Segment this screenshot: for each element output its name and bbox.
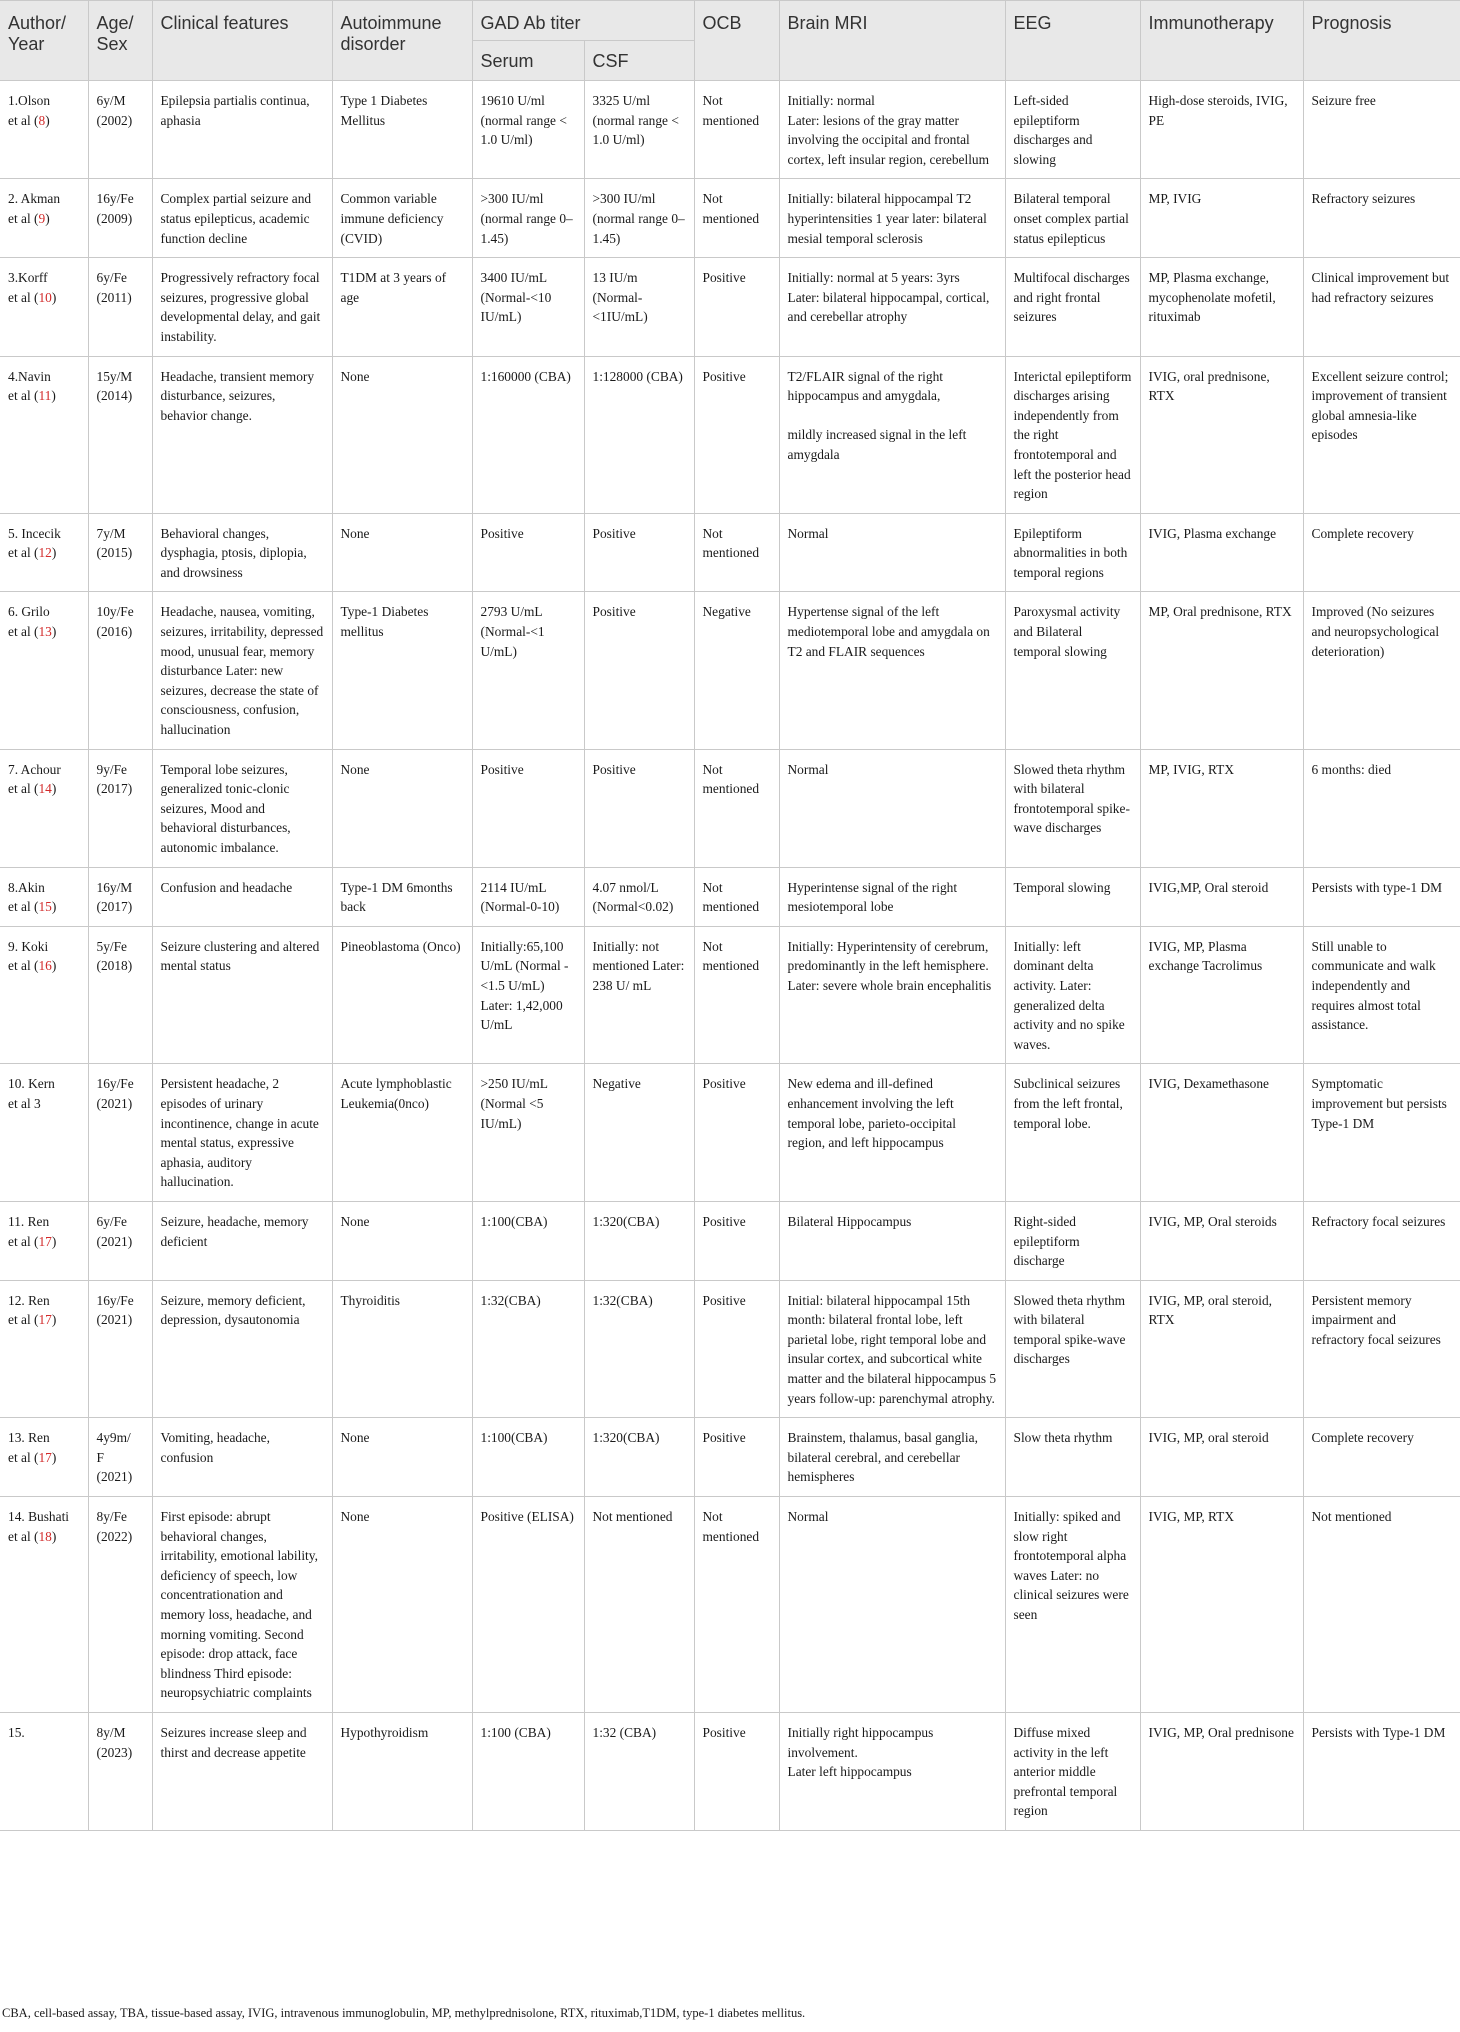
prognosis-cell: Persists with Type-1 DM <box>1303 1712 1460 1830</box>
brain-mri-cell: Initially right hippocampus involvement. Later left hippocampus <box>779 1712 1005 1830</box>
table-row <box>0 1712 1460 1830</box>
reference-link[interactable]: 9 <box>38 210 46 226</box>
eeg-cell: Right-sided epileptiform discharge <box>1005 1201 1140 1280</box>
prognosis-cell: Complete recovery <box>1303 1418 1460 1497</box>
clinical-features-cell: Behavioral changes, dysphagia, ptosis, diplopia, and drowsiness <box>152 513 332 592</box>
autoimmune-cell: Type 1 Diabetes Mellitus <box>332 81 472 179</box>
serum-titer-cell: Initially:65,100 U/mL (Normal -<1.5 U/mL) Later: 1,42,000 U/mL <box>472 926 584 1064</box>
table-row <box>0 81 1460 179</box>
brain-mri-cell: Brainstem, thalamus, basal ganglia, bilateral cerebral, and cerebellar hemispheres <box>779 1418 1005 1497</box>
header-author: Author/ Year <box>0 1 88 81</box>
reference-link[interactable]: 13 <box>38 624 52 640</box>
table-row <box>0 1201 1460 1280</box>
ocb-cell: Not mentioned <box>694 1497 779 1713</box>
clinical-features-cell: Headache, transient memory disturbance, seizures, behavior change. <box>152 356 332 513</box>
age-sex-cell: 15y/M (2014) <box>88 356 152 513</box>
table-row <box>0 592 1460 749</box>
serum-titer-cell: 1:100(CBA) <box>472 1201 584 1280</box>
table-row <box>0 1280 1460 1418</box>
clinical-features-cell: Seizure, headache, memory deficient <box>152 1201 332 1280</box>
eeg-cell: Multifocal discharges and right frontal seizures <box>1005 258 1140 356</box>
autoimmune-cell: None <box>332 1201 472 1280</box>
author-cell: 2. Akman et al (9) <box>0 179 88 258</box>
header-gad-titer: GAD Ab titer <box>472 1 694 41</box>
immunotherapy-cell: IVIG, oral prednisone, RTX <box>1140 356 1303 513</box>
autoimmune-cell: Acute lymphoblastic Leukemia(0nco) <box>332 1064 472 1202</box>
autoimmune-cell: None <box>332 1418 472 1497</box>
age-sex-cell: 8y/M (2023) <box>88 1712 152 1830</box>
table-row <box>0 867 1460 926</box>
brain-mri-cell: Initially: bilateral hippocampal T2 hyperintensities 1 year later: bilateral mesial temporal sclerosis <box>779 179 1005 258</box>
author-cell: 4.Navin et al (11) <box>0 356 88 513</box>
clinical-features-cell: Headache, nausea, vomiting, seizures, irritability, depressed mood, unusual fear, memory disturbance Later: new seizures, decrease the state of consciousness, confusion, hallucination <box>152 592 332 749</box>
header-age-sex: Age/ Sex <box>88 1 152 81</box>
table-row <box>0 749 1460 867</box>
table-row <box>0 258 1460 356</box>
table-body <box>0 81 1460 1831</box>
clinical-features-cell: Vomiting, headache, confusion <box>152 1418 332 1497</box>
reference-link[interactable]: 16 <box>38 958 52 974</box>
serum-titer-cell: 1:100(CBA) <box>472 1418 584 1497</box>
clinical-features-cell: Seizure, memory deficient, depression, dysautonomia <box>152 1280 332 1418</box>
table-row <box>0 179 1460 258</box>
autoimmune-cell: None <box>332 513 472 592</box>
eeg-cell: Subclinical seizures from the left frontal, temporal lobe. <box>1005 1064 1140 1202</box>
clinical-features-cell: Seizure clustering and altered mental status <box>152 926 332 1064</box>
header-autoimmune: Autoimmune disorder <box>332 1 472 81</box>
header-csf: CSF <box>584 41 694 81</box>
ocb-cell: Positive <box>694 1280 779 1418</box>
immunotherapy-cell: IVIG, MP, oral steroid <box>1140 1418 1303 1497</box>
immunotherapy-cell: High-dose steroids, IVIG, PE <box>1140 81 1303 179</box>
ocb-cell: Not mentioned <box>694 926 779 1064</box>
header-prognosis: Prognosis <box>1303 1 1460 81</box>
csf-titer-cell: 1:320(CBA) <box>584 1418 694 1497</box>
prognosis-cell: Excellent seizure control; improvement of transient global amnesia-like episodes <box>1303 356 1460 513</box>
csf-titer-cell: Positive <box>584 749 694 867</box>
ocb-cell: Positive <box>694 1064 779 1202</box>
brain-mri-cell: Normal <box>779 1497 1005 1713</box>
eeg-cell: Slow theta rhythm <box>1005 1418 1140 1497</box>
author-cell: 5. Incecik et al (12) <box>0 513 88 592</box>
csf-titer-cell: 1:32(CBA) <box>584 1280 694 1418</box>
serum-titer-cell: >300 IU/ml (normal range 0–1.45) <box>472 179 584 258</box>
prognosis-cell: Symptomatic improvement but persists Type-1 DM <box>1303 1064 1460 1202</box>
table-row <box>0 1497 1460 1713</box>
immunotherapy-cell: MP, IVIG, RTX <box>1140 749 1303 867</box>
author-cell: 10. Kern et al 3 <box>0 1064 88 1202</box>
prognosis-cell: Not mentioned <box>1303 1497 1460 1713</box>
brain-mri-cell: Initially: normal Later: lesions of the gray matter involving the occipital and frontal cortex, left insular region, cerebellum <box>779 81 1005 179</box>
clinical-features-cell: Epilepsia partialis continua, aphasia <box>152 81 332 179</box>
immunotherapy-cell: IVIG, MP, oral steroid, RTX <box>1140 1280 1303 1418</box>
csf-titer-cell: 1:320(CBA) <box>584 1201 694 1280</box>
serum-titer-cell: Positive <box>472 513 584 592</box>
eeg-cell: Interictal epileptiform discharges arising independently from the right frontotemporal and left the posterior head region <box>1005 356 1140 513</box>
eeg-cell: Slowed theta rhythm with bilateral temporal spike-wave discharges <box>1005 1280 1140 1418</box>
table-row <box>0 1418 1460 1497</box>
csf-titer-cell: 4.07 nmol/L (Normal<0.02) <box>584 867 694 926</box>
csf-titer-cell: 1:128000 (CBA) <box>584 356 694 513</box>
immunotherapy-cell: IVIG, MP, Plasma exchange Tacrolimus <box>1140 926 1303 1064</box>
age-sex-cell: 6y/Fe (2011) <box>88 258 152 356</box>
serum-titer-cell: Positive (ELISA) <box>472 1497 584 1713</box>
brain-mri-cell: Bilateral Hippocampus <box>779 1201 1005 1280</box>
author-cell: 8.Akin et al (15) <box>0 867 88 926</box>
immunotherapy-cell: IVIG, Plasma exchange <box>1140 513 1303 592</box>
immunotherapy-cell: IVIG, MP, RTX <box>1140 1497 1303 1713</box>
prognosis-cell: Improved (No seizures and neuropsychological deterioration) <box>1303 592 1460 749</box>
eeg-cell: Initially: spiked and slow right frontotemporal alpha waves Later: no clinical seizures were seen <box>1005 1497 1140 1713</box>
immunotherapy-cell: IVIG,MP, Oral steroid <box>1140 867 1303 926</box>
ocb-cell: Not mentioned <box>694 513 779 592</box>
immunotherapy-cell: IVIG, Dexamethasone <box>1140 1064 1303 1202</box>
brain-mri-cell: Normal <box>779 513 1005 592</box>
author-cell: 12. Ren et al (17) <box>0 1280 88 1418</box>
eeg-cell: Slowed theta rhythm with bilateral frontotemporal spike-wave discharges <box>1005 749 1140 867</box>
immunotherapy-cell: MP, IVIG <box>1140 179 1303 258</box>
brain-mri-cell: Hyperintense signal of the right mesiotemporal lobe <box>779 867 1005 926</box>
serum-titer-cell: 3400 IU/mL (Normal-<10 IU/mL) <box>472 258 584 356</box>
clinical-features-cell: Seizures increase sleep and thirst and decrease appetite <box>152 1712 332 1830</box>
autoimmune-cell: Thyroiditis <box>332 1280 472 1418</box>
serum-titer-cell: 1:32(CBA) <box>472 1280 584 1418</box>
prognosis-cell: Still unable to communicate and walk independently and requires almost total assistance. <box>1303 926 1460 1064</box>
author-cell: 14. Bushati et al (18) <box>0 1497 88 1713</box>
csf-titer-cell: Negative <box>584 1064 694 1202</box>
table-row <box>0 926 1460 1064</box>
author-cell: 15. <box>0 1712 88 1830</box>
ocb-cell: Not mentioned <box>694 867 779 926</box>
brain-mri-cell: Normal <box>779 749 1005 867</box>
reference-link[interactable]: 17 <box>38 1449 52 1465</box>
ocb-cell: Positive <box>694 258 779 356</box>
reference-link[interactable]: 10 <box>38 289 52 305</box>
author-cell: 11. Ren et al (17) <box>0 1201 88 1280</box>
clinical-features-cell: Persistent headache, 2 episodes of urinary incontinence, change in acute mental status, expressive aphasia, auditory hallucination. <box>152 1064 332 1202</box>
csf-titer-cell: 1:32 (CBA) <box>584 1712 694 1830</box>
header-immunotherapy: Immunotherapy <box>1140 1 1303 81</box>
serum-titer-cell: 1:100 (CBA) <box>472 1712 584 1830</box>
eeg-cell: Epileptiform abnormalities in both temporal regions <box>1005 513 1140 592</box>
prognosis-cell: Persists with type-1 DM <box>1303 867 1460 926</box>
ocb-cell: Not mentioned <box>694 179 779 258</box>
eeg-cell: Left-sided epileptiform discharges and slowing <box>1005 81 1140 179</box>
clinical-features-cell: Complex partial seizure and status epilepticus, academic function decline <box>152 179 332 258</box>
table-header <box>0 1 1460 81</box>
brain-mri-cell: New edema and ill-defined enhancement involving the left temporal lobe, parieto-occipital region, and left hippocampus <box>779 1064 1005 1202</box>
ocb-cell: Positive <box>694 356 779 513</box>
autoimmune-cell: Type-1 Diabetes mellitus <box>332 592 472 749</box>
clinical-features-cell: First episode: abrupt behavioral changes, irritability, emotional lability, deficiency of speech, low concentrationation and memory loss, headache, and morning vomiting. Second episode: drop attack, face blindness Third episode: neuropsychiatric complaints <box>152 1497 332 1713</box>
reference-link[interactable]: 12 <box>38 545 52 561</box>
serum-titer-cell: Positive <box>472 749 584 867</box>
age-sex-cell: 6y/M (2002) <box>88 81 152 179</box>
header-brain-mri: Brain MRI <box>779 1 1005 81</box>
reference-link[interactable]: 15 <box>38 899 52 915</box>
autoimmune-cell: Pineoblastoma (Onco) <box>332 926 472 1064</box>
ocb-cell: Positive <box>694 1418 779 1497</box>
immunotherapy-cell: IVIG, MP, Oral steroids <box>1140 1201 1303 1280</box>
autoimmune-cell: Hypothyroidism <box>332 1712 472 1830</box>
reference-link[interactable]: 17 <box>38 1312 52 1328</box>
serum-titer-cell: >250 IU/mL (Normal <5 IU/mL) <box>472 1064 584 1202</box>
author-cell: 1.Olson et al (8) <box>0 81 88 179</box>
eeg-cell: Diffuse mixed activity in the left anterior middle prefrontal temporal region <box>1005 1712 1140 1830</box>
eeg-cell: Bilateral temporal onset complex partial status epilepticus <box>1005 179 1140 258</box>
table-row <box>0 1064 1460 1202</box>
serum-titer-cell: 2793 U/mL (Normal-<1 U/mL) <box>472 592 584 749</box>
age-sex-cell: 10y/Fe (2016) <box>88 592 152 749</box>
csf-titer-cell: Not mentioned <box>584 1497 694 1713</box>
reference-link[interactable]: 14 <box>38 781 52 797</box>
age-sex-cell: 16y/Fe (2009) <box>88 179 152 258</box>
prognosis-cell: Refractory focal seizures <box>1303 1201 1460 1280</box>
reference-link[interactable]: 8 <box>38 112 46 128</box>
prognosis-cell: Persistent memory impairment and refractory focal seizures <box>1303 1280 1460 1418</box>
author-cell: 7. Achour et al (14) <box>0 749 88 867</box>
age-sex-cell: 9y/Fe (2017) <box>88 749 152 867</box>
ocb-cell: Not mentioned <box>694 749 779 867</box>
autoimmune-cell: None <box>332 1497 472 1713</box>
header-serum: Serum <box>472 41 584 81</box>
serum-titer-cell: 1:160000 (CBA) <box>472 356 584 513</box>
reference-link[interactable]: 17 <box>38 1233 52 1249</box>
table-row <box>0 513 1460 592</box>
clinical-features-cell: Confusion and headache <box>152 867 332 926</box>
clinical-features-cell: Progressively refractory focal seizures, progressive global developmental delay, and gait instability. <box>152 258 332 356</box>
header-ocb: OCB <box>694 1 779 81</box>
author-cell: 6. Grilo et al (13) <box>0 592 88 749</box>
age-sex-cell: 16y/Fe (2021) <box>88 1064 152 1202</box>
ocb-cell: Not mentioned <box>694 81 779 179</box>
age-sex-cell: 4y9m/ F (2021) <box>88 1418 152 1497</box>
author-cell: 13. Ren et al (17) <box>0 1418 88 1497</box>
table-row <box>0 356 1460 513</box>
author-cell: 9. Koki et al (16) <box>0 926 88 1064</box>
eeg-cell: Paroxysmal activity and Bilateral temporal slowing <box>1005 592 1140 749</box>
brain-mri-cell: Initially: Hyperintensity of cerebrum, predominantly in the left hemisphere. Later: severe whole brain encephalitis <box>779 926 1005 1064</box>
ocb-cell: Positive <box>694 1201 779 1280</box>
immunotherapy-cell: MP, Oral prednisone, RTX <box>1140 592 1303 749</box>
brain-mri-cell: Initial: bilateral hippocampal 15th month: bilateral frontal lobe, left parietal lobe, right temporal lobe and insular cortex, and subcortical white matter and the bilateral hippocampus 5 years follow-up: parenchymal atrophy. <box>779 1280 1005 1418</box>
reference-link[interactable]: 18 <box>38 1528 52 1544</box>
autoimmune-cell: None <box>332 356 472 513</box>
header-clinical-features: Clinical features <box>152 1 332 81</box>
age-sex-cell: 5y/Fe (2018) <box>88 926 152 1064</box>
autoimmune-cell: Common variable immune deficiency (CVID) <box>332 179 472 258</box>
age-sex-cell: 16y/M (2017) <box>88 867 152 926</box>
brain-mri-cell: Hypertense signal of the left mediotemporal lobe and amygdala on T2 and FLAIR sequences <box>779 592 1005 749</box>
age-sex-cell: 8y/Fe (2022) <box>88 1497 152 1713</box>
autoimmune-cell: Type-1 DM 6months back <box>332 867 472 926</box>
author-cell: 3.Korff et al (10) <box>0 258 88 356</box>
brain-mri-cell: T2/FLAIR signal of the right hippocampus and amygdala, mildly increased signal in the left amygdala <box>779 356 1005 513</box>
autoimmune-cell: None <box>332 749 472 867</box>
csf-titer-cell: Positive <box>584 592 694 749</box>
prognosis-cell: Clinical improvement but had refractory seizures <box>1303 258 1460 356</box>
age-sex-cell: 6y/Fe (2021) <box>88 1201 152 1280</box>
prognosis-cell: Refractory seizures <box>1303 179 1460 258</box>
header-eeg: EEG <box>1005 1 1140 81</box>
ocb-cell: Positive <box>694 1712 779 1830</box>
serum-titer-cell: 19610 U/ml (normal range < 1.0 U/ml) <box>472 81 584 179</box>
reference-link[interactable]: 11 <box>38 388 52 404</box>
csf-titer-cell: 3325 U/ml (normal range < 1.0 U/ml) <box>584 81 694 179</box>
immunotherapy-cell: IVIG, MP, Oral prednisone <box>1140 1712 1303 1830</box>
clinical-features-cell: Temporal lobe seizures, generalized tonic-clonic seizures, Mood and behavioral disturbances, autonomic imbalance. <box>152 749 332 867</box>
csf-titer-cell: 13 IU/m (Normal-<1IU/mL) <box>584 258 694 356</box>
prognosis-cell: Seizure free <box>1303 81 1460 179</box>
ocb-cell: Negative <box>694 592 779 749</box>
autoimmune-cell: T1DM at 3 years of age <box>332 258 472 356</box>
age-sex-cell: 7y/M (2015) <box>88 513 152 592</box>
csf-titer-cell: >300 IU/ml (normal range 0–1.45) <box>584 179 694 258</box>
csf-titer-cell: Initially: not mentioned Later: 238 U/ mL <box>584 926 694 1064</box>
brain-mri-cell: Initially: normal at 5 years: 3yrs Later: bilateral hippocampal, cortical, and cerebellar atrophy <box>779 258 1005 356</box>
immunotherapy-cell: MP, Plasma exchange, mycophenolate mofetil, rituximab <box>1140 258 1303 356</box>
prognosis-cell: 6 months: died <box>1303 749 1460 867</box>
table-footnote: CBA, cell-based assay, TBA, tissue-based assay, IVIG, intravenous immunoglobulin, MP, methylprednisolone, RTX, rituximab,T1DM, type-1 diabetes mellitus. <box>2 2006 806 2020</box>
eeg-cell: Temporal slowing <box>1005 867 1140 926</box>
csf-titer-cell: Positive <box>584 513 694 592</box>
eeg-cell: Initially: left dominant delta activity. Later: generalized delta activity and no spike waves. <box>1005 926 1140 1064</box>
serum-titer-cell: 2114 IU/mL (Normal-0-10) <box>472 867 584 926</box>
prognosis-cell: Complete recovery <box>1303 513 1460 592</box>
age-sex-cell: 16y/Fe (2021) <box>88 1280 152 1418</box>
